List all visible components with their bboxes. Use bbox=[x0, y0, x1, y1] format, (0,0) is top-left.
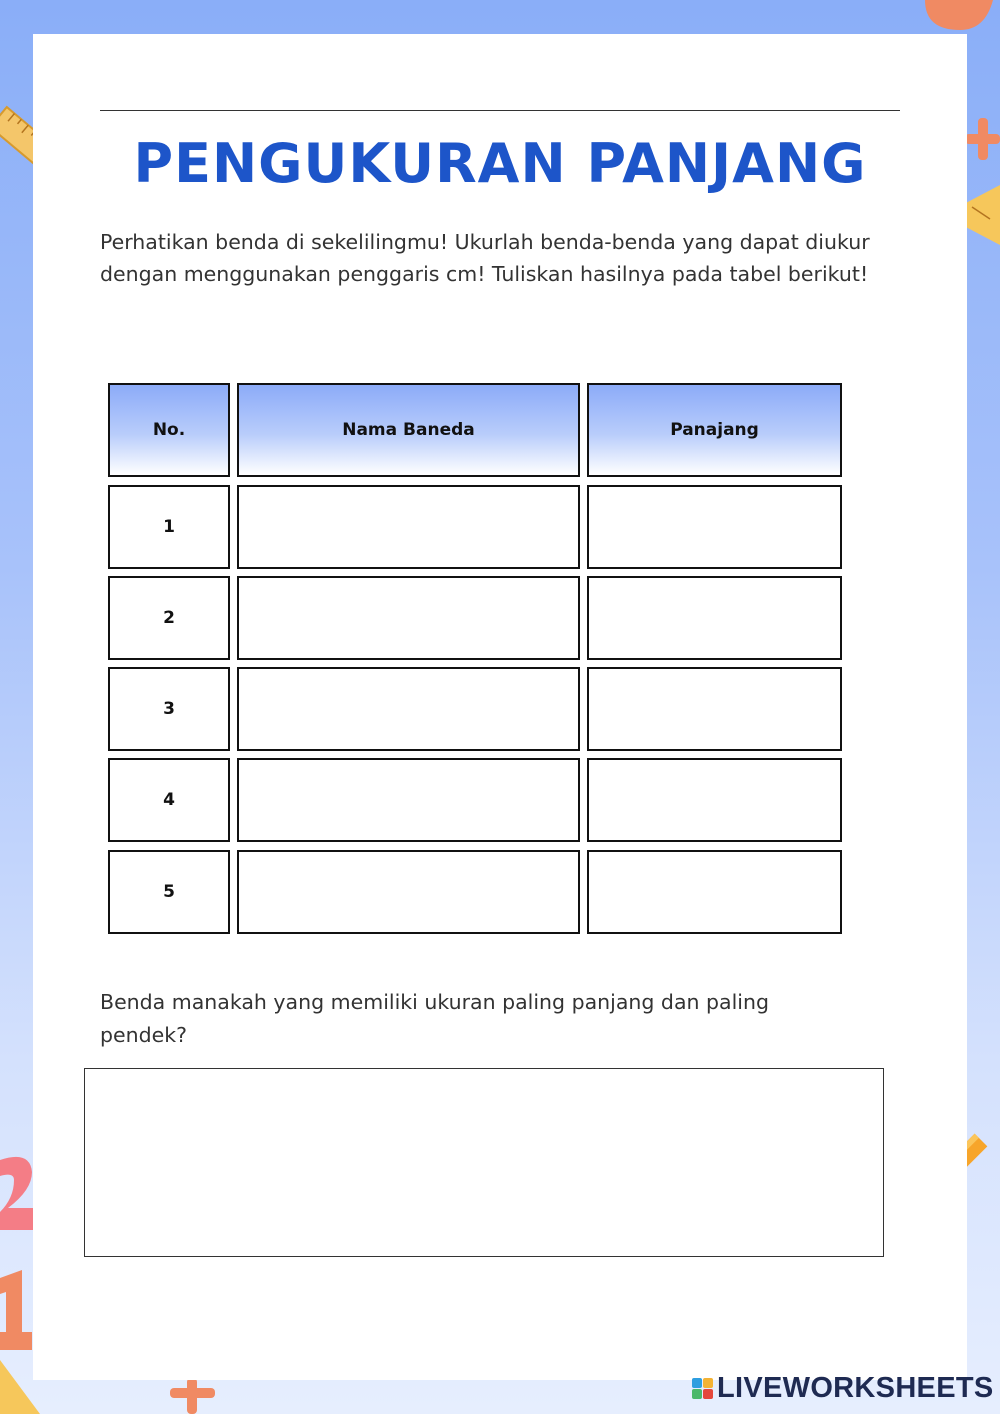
nama-benda-input[interactable] bbox=[237, 667, 580, 751]
brand-name: LIVEWORKSHEETS bbox=[717, 1372, 994, 1404]
nama-benda-input[interactable] bbox=[237, 576, 580, 660]
panjang-input[interactable] bbox=[587, 576, 842, 660]
panjang-input[interactable] bbox=[587, 485, 842, 569]
row-number: 1 bbox=[108, 485, 230, 569]
header-nama-benda: Nama Baneda bbox=[237, 383, 580, 477]
header-panjang: Panajang bbox=[587, 383, 842, 477]
panjang-input[interactable] bbox=[587, 667, 842, 751]
answer-textbox[interactable] bbox=[84, 1068, 884, 1257]
row-number: 4 bbox=[108, 758, 230, 842]
liveworksheets-logo bbox=[692, 1372, 994, 1405]
nama-benda-input[interactable] bbox=[237, 758, 580, 842]
panjang-input[interactable] bbox=[587, 758, 842, 842]
nama-benda-input[interactable] bbox=[237, 485, 580, 569]
row-number: 3 bbox=[108, 667, 230, 751]
row-number: 5 bbox=[108, 850, 230, 934]
question-text: Benda manakah yang memiliki ukuran paling panjang dan paling pendek? bbox=[100, 990, 769, 1047]
nama-benda-input[interactable] bbox=[237, 850, 580, 934]
number-shape-icon bbox=[0, 1150, 36, 1240]
page-title: PENGUKURAN PANJANG bbox=[133, 132, 867, 195]
header-no: No. bbox=[108, 383, 230, 477]
number-shape-icon bbox=[0, 1270, 34, 1350]
top-divider bbox=[100, 110, 900, 111]
panjang-input[interactable] bbox=[587, 850, 842, 934]
instructions-text: Perhatikan benda di sekelilingmu! Ukurlah benda-benda yang dapat diukur dengan menggunakan penggaris cm! Tuliskan hasilnya pada tabel berikut! bbox=[100, 230, 870, 286]
row-number: 2 bbox=[108, 576, 230, 660]
brand-mark-icon bbox=[692, 1378, 713, 1399]
plus-sign-icon bbox=[170, 1378, 215, 1414]
